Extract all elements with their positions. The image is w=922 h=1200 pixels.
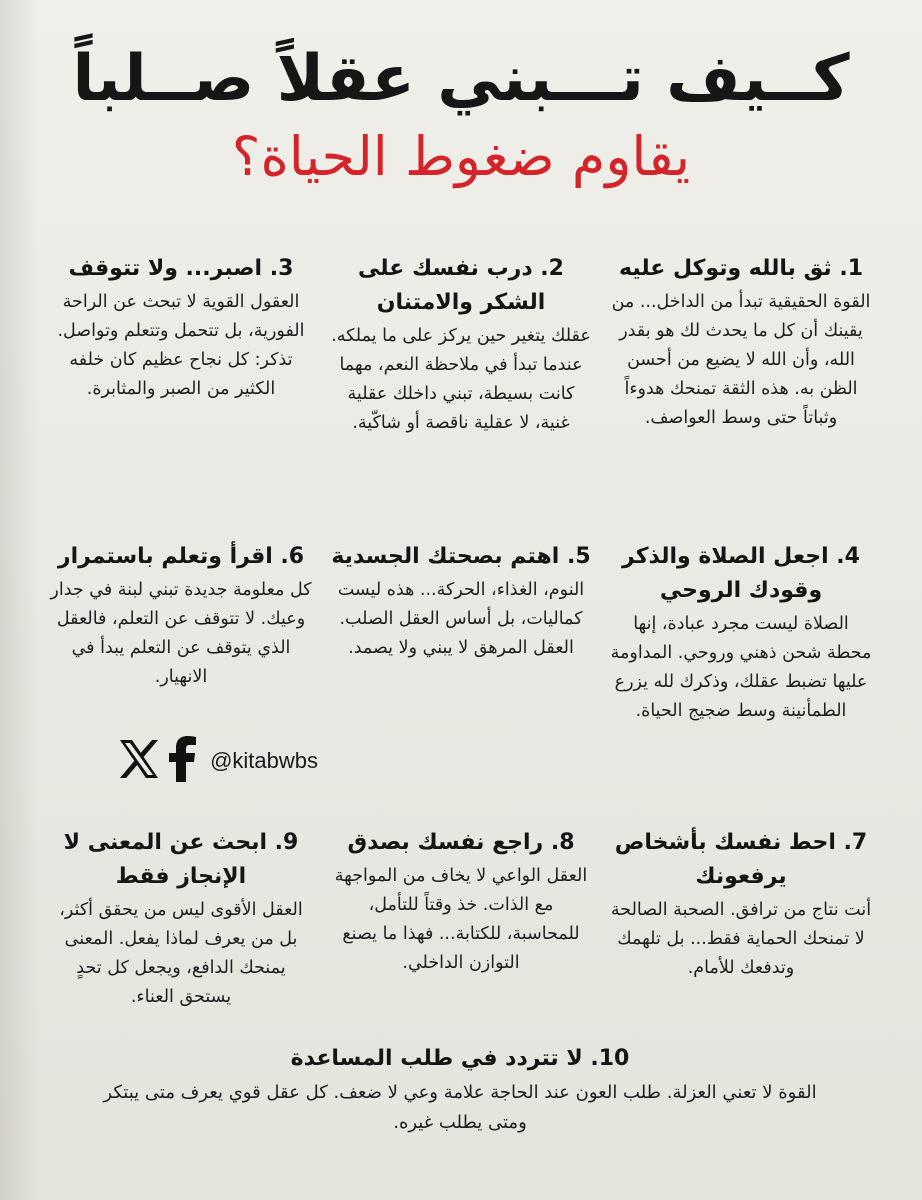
x-icon[interactable] bbox=[116, 736, 162, 786]
tip-body: النوم، الغذاء، الحركة... هذه ليست كماليات، بل أساس العقل الصلب. العقل المرهق لا يبني ولا يصمد. bbox=[337, 580, 585, 659]
tip-7 bbox=[610, 826, 872, 983]
tip-body: العقل الأقوى ليس من يحقق أكثر، بل من يعرف لماذا يفعل. المعنى يمنحك الدافع، ويجعل كل تحدٍ يستحق العناء. bbox=[59, 900, 303, 1008]
tip-10 bbox=[90, 1042, 830, 1138]
tip-8 bbox=[330, 826, 592, 978]
tip-body: الصلاة ليست مجرد عبادة، إنها محطة شحن ذهني وروحي. المداومة عليها تضبط عقلك، وذكرك لله يزرع الطمأنينة وسط ضجيج الحياة. bbox=[610, 614, 872, 722]
tip-3 bbox=[50, 252, 312, 404]
tip-title: 2. درب نفسك على الشكر والامتنان bbox=[358, 256, 564, 316]
tip-2 bbox=[330, 252, 592, 438]
tip-title: 3. اصبر... ولا تتوقف bbox=[68, 256, 294, 281]
tip-title: 5. اهتم بصحتك الجسدية bbox=[331, 544, 591, 569]
social-handle-block bbox=[78, 730, 318, 792]
tip-5 bbox=[330, 540, 592, 663]
social-handle[interactable]: @kitabwbs bbox=[210, 748, 318, 773]
tip-4 bbox=[610, 540, 872, 726]
tip-body: القوة لا تعني العزلة. طلب العون عند الحاجة علامة وعي لا ضعف. كل عقل قوي يعرف متى يبتكر ومتى يطلب غيره. bbox=[103, 1082, 817, 1133]
tip-1 bbox=[610, 252, 872, 433]
tip-title: 10. لا تتردد في طلب المساعدة bbox=[290, 1046, 630, 1071]
tip-title: 1. ثق بالله وتوكل عليه bbox=[619, 256, 863, 281]
tip-body: كل معلومة جديدة تبني لبنة في جدار وعيك. لا تتوقف عن التعلم، فالعقل الذي يتوقف عن التعلم يبدأ في الانهيار. bbox=[50, 580, 312, 688]
tip-body: القوة الحقيقية تبدأ من الداخل... من يقينك أن كل ما يحدث لك هو بقدر الله، وأن الله لا يضيع من أحسن الظن به. هذه الثقة تمنحك هدوءاً وثباتاً حتى وسط العواصف. bbox=[611, 292, 871, 429]
tip-title: 7. احط نفسك بأشخاص يرفعونك bbox=[614, 830, 868, 890]
tip-title: 4. اجعل الصلاة والذكر وقودك الروحي bbox=[622, 544, 860, 604]
tip-title: 6. اقرأ وتعلم باستمرار bbox=[57, 544, 305, 569]
tip-body: العقول القوية لا تبحث عن الراحة الفورية، بل تتحمل وتتعلم وتواصل. تذكر: كل نجاح عظيم كان خلفه الكثير من الصبر والمثابرة. bbox=[57, 292, 305, 400]
tip-body: العقل الواعي لا يخاف من المواجهة مع الذات. خذ وقتاً للتأمل، للمحاسبة، للكتابة... فهذا ما يصنع التوازن الداخلي. bbox=[334, 866, 588, 974]
tip-title: 8. راجع نفسك بصدق bbox=[347, 830, 575, 855]
tip-9 bbox=[50, 826, 312, 1012]
page-title: كــيف تـــبني عقلاً صــلباً bbox=[72, 42, 850, 116]
tip-6 bbox=[50, 540, 312, 692]
tip-title: 9. ابحث عن المعنى لا الإنجاز فقط bbox=[63, 830, 299, 890]
page-subtitle: يقاوم ضغوط الحياة؟ bbox=[231, 125, 691, 188]
social-icons bbox=[116, 734, 200, 788]
tip-body: عقلك يتغير حين يركز على ما يملكه. عندما تبدأ في ملاحظة النعم، مهما كانت بسيطة، تبني داخلك عقلية غنية، لا عقلية ناقصة أو شاكّية. bbox=[331, 326, 591, 434]
facebook-icon[interactable] bbox=[166, 734, 200, 788]
tip-body: أنت نتاج من ترافق. الصحبة الصالحة لا تمنحك الحماية فقط... بل تلهمك وتدفعك للأمام. bbox=[610, 900, 872, 979]
